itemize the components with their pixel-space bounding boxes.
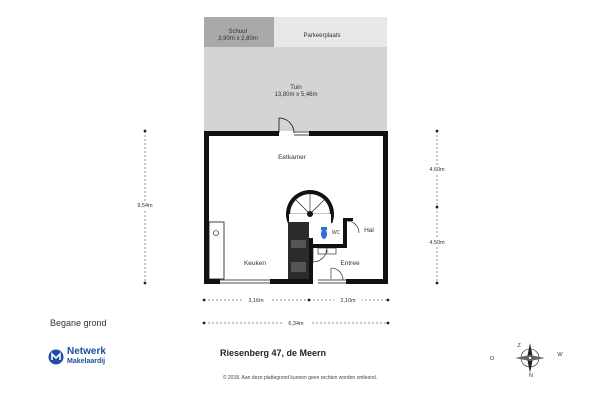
floor-name: Begane grond [50,318,107,328]
dimension-right-lower: 4,50m [429,240,445,246]
netwerk-logo-icon [48,349,64,365]
compass-rose [490,343,564,379]
compass-o: O [489,356,495,362]
garden-label: Tuin [290,85,302,91]
garden-dims: 13,80m x 5,46m [274,92,318,98]
parking-label: Parkeerplaats [303,33,341,39]
entrance-label: Entree [340,260,360,267]
hall-label: Hal [364,227,374,234]
dimension-bottom-right: 2,10m [340,298,356,304]
property-address: Riesenberg 47, de Meern [220,348,327,358]
compass-w: W [557,352,563,358]
dimension-width-total: 6,34m [288,321,304,327]
shed-label: Schuur [228,29,248,35]
compass-n: N [529,373,533,379]
living-room-label: Eetkamer [278,154,306,161]
wc-label: WC [331,230,341,236]
brand-logo [48,347,106,367]
logo-name: Netwerk [67,346,106,357]
meter-label: E [325,249,329,254]
kitchen-label: Keuken [243,260,267,267]
dimension-right-upper: 4,60m [429,167,445,173]
dimension-bottom-left: 3,16m [248,298,264,304]
parking-area [274,17,387,47]
logo-subname: Makelaardij [67,358,106,365]
compass-z: Z [517,343,521,349]
dimension-height-total: 9,54m [137,203,153,209]
copyright-notice: © 2018. Aan deze plattegrond kunnen geen rechten worden ontleend. [222,375,378,381]
shed-dims: 3,90m x 2,80m [218,36,258,42]
toilet-room [317,223,343,242]
kitchen-counter [209,222,309,279]
